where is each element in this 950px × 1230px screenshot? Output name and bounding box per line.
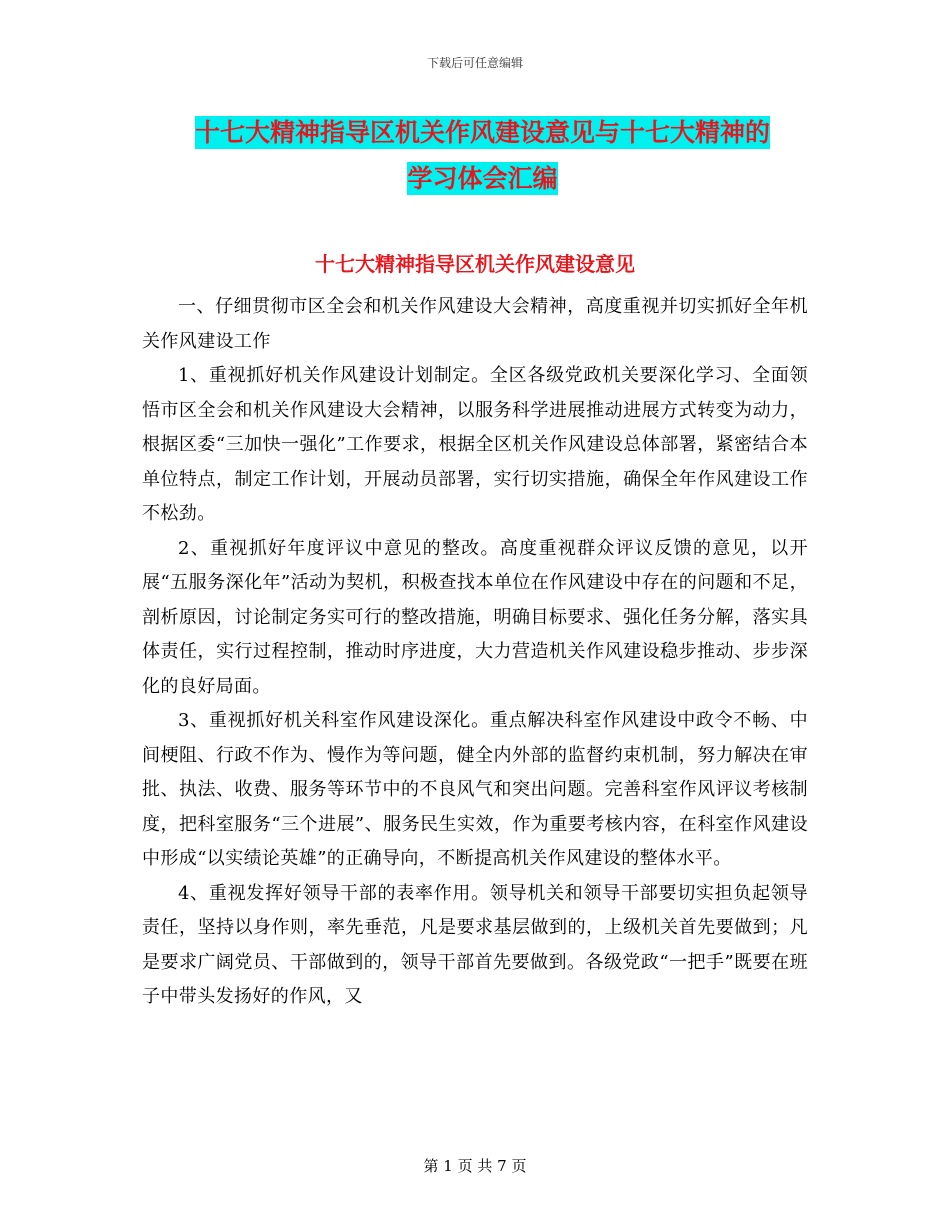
paragraph-item-1: 1、重视抓好机关作风建设计划制定。全区各级党政机关要深化学习、全面领悟市区全会和机关作风建设大会精神，以服务科学进展推动进展方式转变为动力，根据区委“三加快一强化”工作要求，根据全区机关作风建设总体部署，紧密结合本单位特点，制定工作计划，开展动员部署，实行切实措施，确保全年作风建设工作不松劲。 <box>142 365 808 524</box>
document-title <box>150 110 815 202</box>
document-title-line-1: 十七大精神指导区机关作风建设意见与十七大精神的 <box>194 118 770 147</box>
paragraph-item-2: 2、重视抓好年度评议中意见的整改。高度重视群众评议反馈的意见，以开展“五服务深化年”活动为契机，积极查找本单位在作风建设中存在的问题和不足，剖析原因，讨论制定务实可行的整改措施，明确目标要求、强化任务分解，落实具体责任，实行过程控制，推动时序进度，大力营造机关作风建设稳步推动、步步深化的良好局面。 <box>142 537 808 697</box>
page-header-note: 下载后可任意编辑 <box>426 56 523 70</box>
document-title-line-2: 学习体会汇编 <box>407 164 558 193</box>
page-number-footer: 第 1 页 共 7 页 <box>423 1157 527 1175</box>
section-title: 十七大精神指导区机关作风建设意见 <box>315 252 635 276</box>
document-body <box>142 290 808 1015</box>
paragraph-item-4: 4、重视发挥好领导干部的表率作用。领导机关和领导干部要切实担负起领导责任，坚持以身作则，率先垂范，凡是要求基层做到的，上级机关首先要做到；凡是要求广阔党员、干部做到的，领导干部首先要做到。各级党政“一把手”既要在班子中带头发扬好的作风，又 <box>142 882 808 1007</box>
paragraph-heading-1: 一、仔细贯彻市区全会和机关作风建设大会精神，高度重视并切实抓好全年机关作风建设工作 <box>142 296 808 352</box>
paragraph-item-3: 3、重视抓好机关科室作风建设深化。重点解决科室作风建设中政令不畅、中间梗阻、行政不作为、慢作为等问题，健全内外部的监督约束机制，努力解决在审批、执法、收费、服务等环节中的不良风气和突出问题。完善科室作风评议考核制度，把科室服务“三个进展”、服务民生实效，作为重要考核内容，在科室作风建设中形成“以实绩论英雄”的正确导向，不断提高机关作风建设的整体水平。 <box>142 710 808 869</box>
